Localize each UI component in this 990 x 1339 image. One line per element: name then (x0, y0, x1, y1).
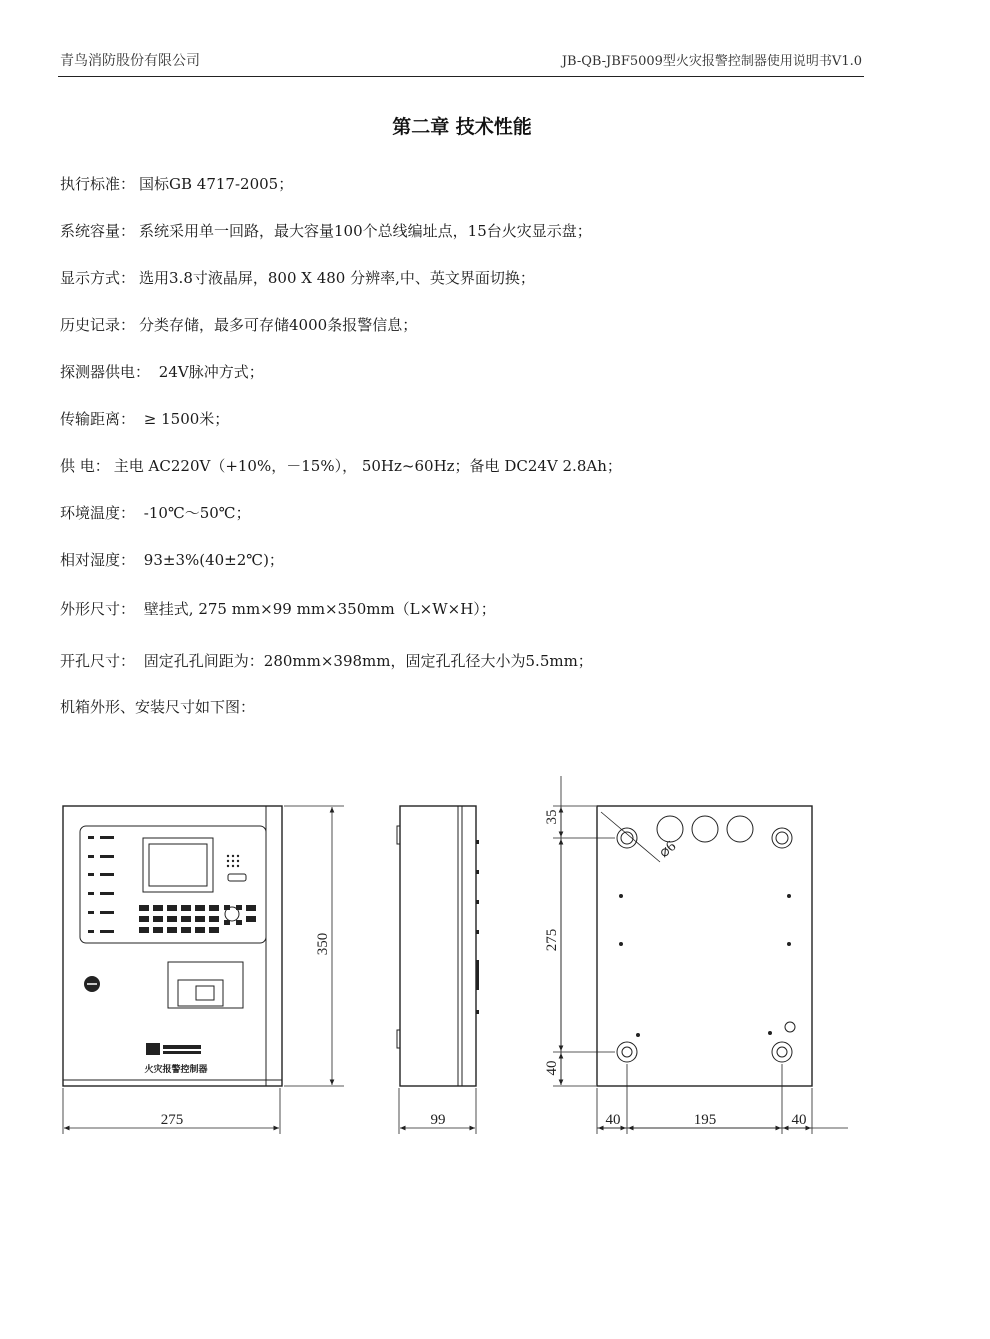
header-company: 青鸟消防股份有限公司 (60, 53, 200, 69)
printer-slot (168, 962, 243, 1008)
back-hole-dim: ⌀6 (656, 838, 680, 862)
spec-dimensions: 外形尺寸： 壁挂式, 275 mm×99 mm×350mm（L×W×H）； (60, 600, 496, 618)
front-view (63, 806, 282, 1086)
back-right-dim: 40 (791, 1112, 807, 1128)
back-top-dim: 35 (544, 809, 560, 825)
side-depth-dim: 99 (430, 1112, 446, 1128)
spec-display: 显示方式： 选用3.8寸液晶屏，800 X 480 分辨率,中、英文界面切换； (60, 269, 535, 287)
spec-history: 历史记录： 分类存储，最多可存储4000条报警信息； (60, 316, 418, 334)
spec-standard: 执行标准： 国标GB 4717-2005； (60, 175, 294, 193)
back-mid-dim: 275 (544, 928, 560, 952)
front-brand-text: 火灾报警控制器 (144, 1064, 208, 1074)
spec-mounting-holes: 开孔尺寸： 固定孔孔间距为：280mm×398mm，固定孔孔径大小为5.5mm； (60, 652, 593, 670)
spec-detector-power: 探测器供电： 24V脉冲方式； (60, 363, 264, 381)
spec-capacity: 系统容量： 系统采用单一回路，最大容量100个总线编址点，15台火灾显示盘； (60, 222, 592, 240)
spec-humidity: 相对湿度： 93±3%(40±2℃)； (60, 551, 284, 569)
spec-distance: 传输距离： ≥ 1500米； (60, 410, 230, 428)
indicator-leds (88, 836, 114, 933)
chapter-title: 第二章 技术性能 (392, 116, 532, 138)
back-bottom-dim: 40 (544, 1060, 560, 1076)
speaker-grille (227, 855, 239, 867)
lcd-screen (143, 838, 213, 892)
side-view (397, 806, 479, 1086)
spec-power: 供 电： 主电 AC220V（+10%，－15%）， 50Hz~60Hz；备电 DC24V 2.8Ah； (60, 457, 622, 475)
front-height-dim: 350 (315, 932, 331, 956)
spec-figure-caption: 机箱外形、安装尺寸如下图： (60, 698, 256, 716)
back-center-dim: 195 (693, 1112, 717, 1128)
header-doc-title: JB-QB-JBF5009型火灾报警控制器使用说明书V1.0 (561, 54, 862, 69)
back-view (597, 806, 812, 1086)
spec-temperature: 环境温度： -10℃～50℃； (60, 504, 251, 522)
back-left-dim: 40 (605, 1112, 621, 1128)
front-width-dim: 275 (160, 1112, 184, 1128)
keypad (139, 905, 219, 933)
